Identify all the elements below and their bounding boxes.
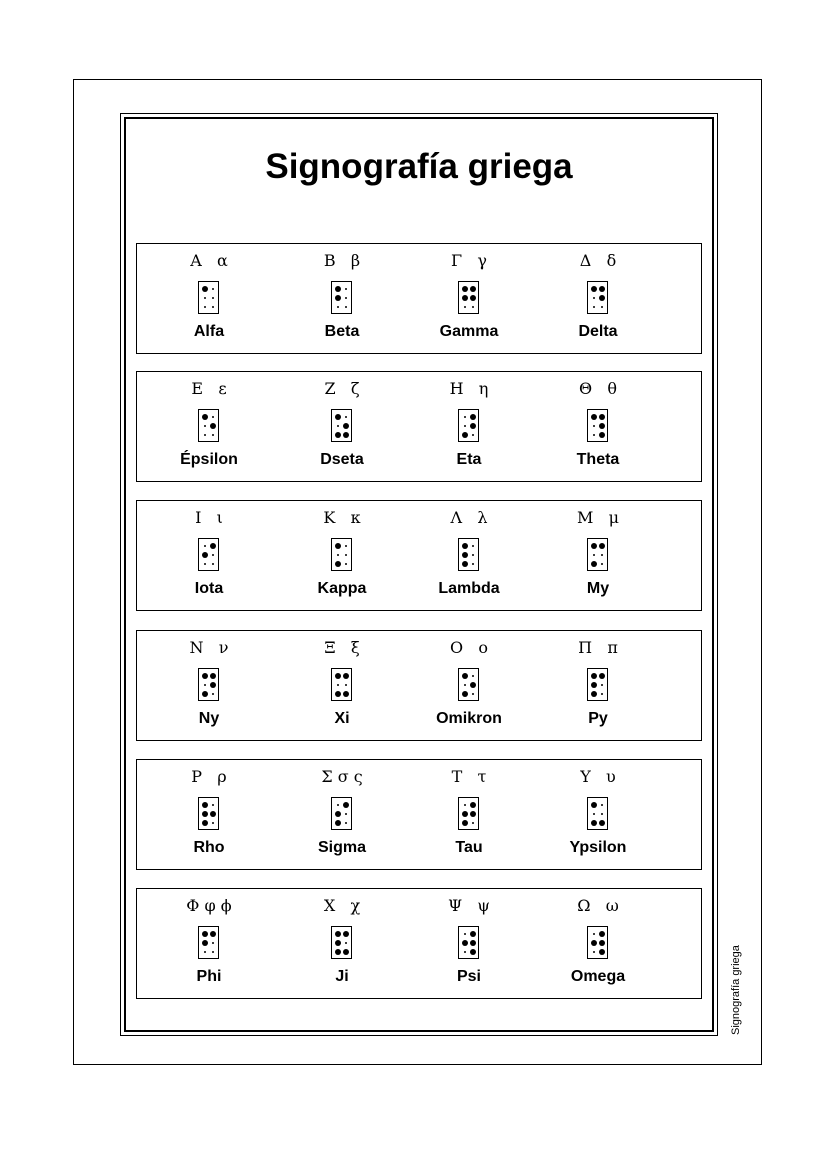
braille-dot-raised (599, 414, 605, 420)
braille-dot-empty (593, 554, 595, 556)
braille-dot-raised (599, 432, 605, 438)
braille-dot-empty (593, 434, 595, 436)
letter-cell (272, 501, 412, 610)
letter-name: Py (588, 710, 608, 727)
braille-dot-raised (470, 286, 476, 292)
braille-dot-empty (472, 822, 474, 824)
greek-letter: Δ δ (579, 251, 617, 270)
letter-name: Beta (324, 323, 360, 340)
braille-dot-raised (470, 949, 476, 955)
braille-cell (331, 409, 352, 442)
braille-dot-raised (470, 811, 476, 817)
braille-dot-empty (472, 693, 474, 695)
letter-name: Tau (455, 839, 483, 856)
side-label: Signografía griega (730, 945, 742, 1035)
greek-letter: Κ κ (323, 508, 361, 527)
braille-cell (587, 797, 608, 830)
letter-name: Lambda (438, 580, 500, 597)
braille-dot-empty (212, 416, 214, 418)
letter-name: Phi (196, 968, 222, 985)
letter-cell (399, 631, 539, 740)
braille-cell (198, 926, 219, 959)
letter-cell (139, 760, 279, 869)
braille-dot-raised (470, 414, 476, 420)
letter-name: Alfa (193, 323, 225, 340)
braille-dot-raised (343, 673, 349, 679)
braille-dot-empty (345, 288, 347, 290)
braille-dot-raised (335, 414, 341, 420)
braille-dot-empty (345, 554, 347, 556)
braille-dot-empty (472, 434, 474, 436)
braille-dot-empty (593, 813, 595, 815)
braille-dot-raised (591, 673, 597, 679)
braille-dot-empty (345, 813, 347, 815)
braille-dot-empty (204, 434, 206, 436)
braille-cell (587, 281, 608, 314)
braille-dot-raised (343, 802, 349, 808)
greek-letter: Λ λ (450, 508, 488, 527)
letter-cell (528, 501, 668, 610)
braille-dot-empty (204, 425, 206, 427)
greek-letter: Ε ε (191, 379, 227, 398)
letter-group (136, 630, 702, 741)
braille-dot-raised (599, 931, 605, 937)
braille-dot-raised (202, 552, 208, 558)
braille-dot-raised (462, 940, 468, 946)
letter-name: Ji (335, 968, 349, 985)
braille-dot-empty (464, 425, 466, 427)
braille-dot-raised (462, 561, 468, 567)
braille-dot-empty (345, 563, 347, 565)
greek-letter: Β β (323, 251, 361, 270)
braille-dot-empty (472, 306, 474, 308)
braille-dot-raised (335, 811, 341, 817)
braille-cell (198, 538, 219, 571)
braille-dot-empty (601, 306, 603, 308)
braille-dot-empty (601, 684, 603, 686)
letter-name: Xi (334, 710, 350, 727)
letter-name: Eta (456, 451, 482, 468)
braille-dot-empty (204, 951, 206, 953)
braille-dot-raised (210, 811, 216, 817)
braille-dot-raised (591, 543, 597, 549)
greek-letter: Υ υ (580, 767, 616, 786)
letter-name: Omega (570, 968, 626, 985)
greek-letter: Χ χ (323, 896, 361, 915)
braille-dot-empty (204, 297, 206, 299)
braille-dot-raised (462, 811, 468, 817)
braille-cell (587, 538, 608, 571)
braille-dot-raised (202, 414, 208, 420)
braille-dot-empty (337, 804, 339, 806)
braille-dot-raised (470, 931, 476, 937)
greek-letter: Ξ ξ (324, 638, 360, 657)
braille-dot-raised (202, 811, 208, 817)
braille-dot-raised (343, 931, 349, 937)
braille-dot-empty (345, 297, 347, 299)
braille-dot-raised (210, 543, 216, 549)
braille-dot-empty (472, 675, 474, 677)
braille-dot-raised (202, 691, 208, 697)
braille-dot-empty (337, 425, 339, 427)
braille-cell (198, 409, 219, 442)
braille-cell (458, 409, 479, 442)
braille-dot-raised (335, 673, 341, 679)
braille-dot-empty (345, 684, 347, 686)
braille-cell (587, 668, 608, 701)
greek-letter: Μ μ (576, 508, 620, 527)
letter-cell (399, 244, 539, 353)
braille-dot-empty (464, 684, 466, 686)
braille-dot-raised (202, 931, 208, 937)
braille-dot-empty (464, 306, 466, 308)
braille-dot-raised (591, 820, 597, 826)
greek-letter: Ζ ζ (324, 379, 360, 398)
braille-dot-empty (345, 822, 347, 824)
braille-dot-empty (345, 416, 347, 418)
braille-cell (458, 538, 479, 571)
braille-dot-raised (470, 940, 476, 946)
braille-dot-empty (212, 822, 214, 824)
letter-name: Theta (576, 451, 620, 468)
braille-dot-empty (464, 933, 466, 935)
letter-name: Ypsilon (569, 839, 627, 856)
braille-cell (458, 668, 479, 701)
braille-dot-raised (470, 295, 476, 301)
letter-cell (399, 372, 539, 481)
braille-dot-empty (593, 306, 595, 308)
braille-dot-raised (591, 414, 597, 420)
braille-cell (331, 281, 352, 314)
letter-name: Rho (193, 839, 225, 856)
braille-dot-empty (337, 684, 339, 686)
letter-cell (528, 372, 668, 481)
braille-dot-raised (335, 432, 341, 438)
braille-dot-empty (345, 306, 347, 308)
letter-cell (528, 889, 668, 998)
braille-dot-raised (210, 682, 216, 688)
letter-cell (272, 244, 412, 353)
letter-name: Gamma (439, 323, 499, 340)
braille-dot-empty (593, 425, 595, 427)
braille-dot-raised (210, 423, 216, 429)
braille-dot-raised (335, 543, 341, 549)
braille-dot-raised (462, 286, 468, 292)
braille-dot-raised (599, 949, 605, 955)
braille-dot-raised (599, 423, 605, 429)
braille-cell (331, 797, 352, 830)
braille-dot-raised (462, 552, 468, 558)
braille-dot-raised (462, 673, 468, 679)
letter-cell (272, 760, 412, 869)
letter-cell (139, 889, 279, 998)
braille-dot-empty (212, 563, 214, 565)
greek-letter: Σ σ ς (321, 767, 363, 786)
braille-cell (331, 538, 352, 571)
letter-cell (528, 244, 668, 353)
letter-name: Dseta (320, 451, 364, 468)
braille-dot-raised (599, 820, 605, 826)
greek-letter: Ρ ρ (191, 767, 227, 786)
letter-name: My (586, 580, 610, 597)
letter-cell (399, 501, 539, 610)
braille-dot-empty (464, 951, 466, 953)
braille-dot-empty (212, 951, 214, 953)
greek-letter: Φ φ ϕ (186, 896, 232, 915)
braille-dot-raised (202, 940, 208, 946)
letter-cell (528, 760, 668, 869)
letter-cell (528, 631, 668, 740)
letter-name: Ny (198, 710, 220, 727)
letter-name: Omikron (436, 710, 502, 727)
braille-dot-empty (472, 563, 474, 565)
braille-dot-empty (464, 804, 466, 806)
braille-dot-empty (204, 306, 206, 308)
letter-cell (399, 889, 539, 998)
braille-dot-raised (599, 543, 605, 549)
braille-dot-raised (335, 949, 341, 955)
braille-dot-empty (212, 297, 214, 299)
letter-group (136, 243, 702, 354)
greek-letter: Π π (578, 638, 618, 657)
braille-dot-empty (212, 288, 214, 290)
braille-cell (198, 668, 219, 701)
greek-letter: Ο ο (449, 638, 488, 657)
braille-dot-raised (335, 286, 341, 292)
letter-cell (272, 631, 412, 740)
greek-letter: Ψ ψ (448, 896, 490, 915)
braille-dot-raised (335, 691, 341, 697)
page-title: Signografía griega (265, 147, 573, 186)
braille-cell (458, 797, 479, 830)
braille-dot-empty (345, 942, 347, 944)
letter-cell (272, 372, 412, 481)
braille-dot-raised (210, 673, 216, 679)
braille-dot-empty (345, 545, 347, 547)
greek-letter: Γ γ (451, 251, 487, 270)
braille-dot-raised (202, 802, 208, 808)
braille-dot-empty (472, 545, 474, 547)
braille-dot-empty (212, 306, 214, 308)
braille-dot-raised (591, 286, 597, 292)
braille-dot-empty (593, 933, 595, 935)
braille-dot-raised (470, 682, 476, 688)
braille-dot-raised (335, 820, 341, 826)
braille-cell (458, 926, 479, 959)
braille-dot-empty (212, 693, 214, 695)
braille-dot-empty (212, 554, 214, 556)
letter-name: Psi (456, 968, 481, 985)
letter-cell (139, 244, 279, 353)
braille-dot-raised (462, 820, 468, 826)
braille-dot-raised (591, 691, 597, 697)
letter-cell (139, 501, 279, 610)
braille-dot-raised (462, 691, 468, 697)
letter-name: Sigma (317, 839, 366, 856)
letter-name: Iota (194, 580, 224, 597)
braille-dot-raised (335, 940, 341, 946)
braille-dot-raised (599, 295, 605, 301)
braille-dot-raised (202, 673, 208, 679)
braille-dot-empty (593, 951, 595, 953)
braille-dot-empty (204, 563, 206, 565)
braille-dot-empty (601, 554, 603, 556)
braille-dot-empty (601, 813, 603, 815)
letter-name: Épsilon (180, 451, 238, 468)
braille-dot-empty (212, 434, 214, 436)
braille-dot-raised (599, 673, 605, 679)
braille-cell (587, 926, 608, 959)
braille-dot-empty (204, 684, 206, 686)
braille-dot-raised (470, 802, 476, 808)
braille-dot-empty (464, 416, 466, 418)
braille-dot-raised (202, 286, 208, 292)
braille-dot-raised (202, 820, 208, 826)
letter-name: Kappa (317, 580, 367, 597)
braille-cell (331, 926, 352, 959)
braille-dot-raised (343, 432, 349, 438)
braille-dot-empty (337, 306, 339, 308)
braille-dot-raised (462, 432, 468, 438)
braille-dot-empty (337, 554, 339, 556)
braille-dot-empty (472, 554, 474, 556)
letter-group (136, 759, 702, 870)
letter-cell (272, 889, 412, 998)
braille-dot-raised (462, 295, 468, 301)
braille-dot-raised (335, 561, 341, 567)
braille-dot-raised (599, 940, 605, 946)
braille-cell (198, 281, 219, 314)
greek-letter: Ω ω (577, 896, 619, 915)
braille-cell (198, 797, 219, 830)
braille-dot-empty (601, 693, 603, 695)
greek-letter: Ι ι (195, 508, 223, 527)
braille-dot-raised (210, 931, 216, 937)
braille-dot-empty (212, 942, 214, 944)
braille-dot-empty (204, 545, 206, 547)
letter-group (136, 500, 702, 611)
braille-dot-raised (591, 561, 597, 567)
greek-letter: Η η (449, 379, 489, 398)
braille-dot-raised (343, 423, 349, 429)
braille-cell (458, 281, 479, 314)
braille-dot-raised (591, 802, 597, 808)
greek-letter: Τ τ (451, 767, 487, 786)
letter-cell (399, 760, 539, 869)
letter-group (136, 888, 702, 999)
letter-name: Delta (578, 323, 618, 340)
braille-dot-raised (343, 691, 349, 697)
greek-letter: Ν ν (189, 638, 229, 657)
greek-letter: Α α (190, 251, 228, 270)
braille-dot-raised (599, 286, 605, 292)
braille-dot-raised (591, 940, 597, 946)
letter-group (136, 371, 702, 482)
braille-dot-empty (601, 563, 603, 565)
letter-cell (139, 372, 279, 481)
braille-dot-raised (343, 949, 349, 955)
braille-dot-raised (591, 682, 597, 688)
braille-dot-raised (462, 543, 468, 549)
braille-dot-raised (335, 931, 341, 937)
braille-dot-empty (601, 804, 603, 806)
letter-cell (139, 631, 279, 740)
braille-dot-raised (335, 295, 341, 301)
braille-dot-empty (212, 804, 214, 806)
greek-letter: Θ θ (578, 379, 617, 398)
braille-dot-raised (470, 423, 476, 429)
braille-cell (587, 409, 608, 442)
braille-cell (331, 668, 352, 701)
braille-dot-empty (593, 297, 595, 299)
